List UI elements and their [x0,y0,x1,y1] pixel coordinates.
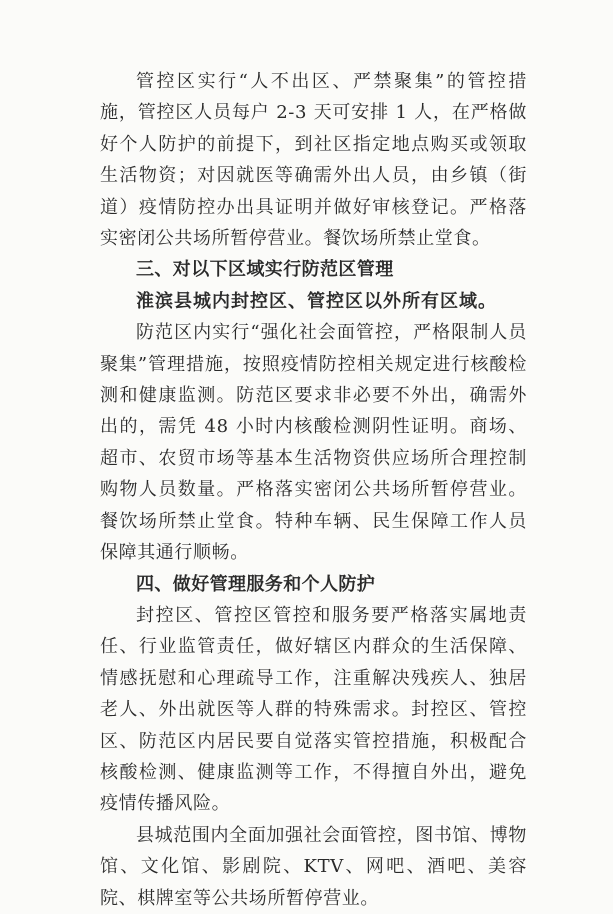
paragraph-public-venues-closure: 县城范围内全面加强社会面管控，图书馆、博物馆、文化馆、影剧院、KTV、网吧、酒吧、美容院、棋牌室等公共场所暂停营业。 [100,824,527,909]
paragraph-control-zone-measures: 管控区实行“人不出区、严禁聚集”的管控措施，管控区人员每户 2-3 天可安排 1 人，在严格做好个人防护的前提下，到社区指定地点购买或领取生活物资；对因就医等确需外出人员，由乡镇（街道）疫情防控办出具证明并做好审核登记。严格落实密闭公共场所暂停营业。餐饮场所禁止堂食。 [100,71,527,250]
paragraph-management-responsibility: 封控区、管控区管控和服务要严格落实属地责任、行业监管责任，做好辖区内群众的生活保障、情感抚慰和心理疏导工作，注重解决残疾人、独居老人、外出就医等人群的特殊需求。封控区、管控区、防范区内居民要自觉落实管控措施，积极配合核酸检测、健康监测等工作，不得擅自外出，避免疫情传播风险。 [100,604,527,815]
section-heading-management-protection: 四、做好管理服务和个人防护 [136,573,376,595]
section-heading-prevention-zone: 三、对以下区域实行防范区管理 [136,259,394,281]
prevention-zone-scope: 淮滨县城内封控区、管控区以外所有区域。 [136,290,497,312]
paragraph-prevention-zone-measures: 防范区内实行“强化社会面管控，严格限制人员聚集”管理措施，按照疫情防控相关规定进行核酸检测和健康监测。防范区要求非必要不外出，确需外出的，需凭 48 小时内核酸检测阴性证明。商场、超市、农贸市场等基本生活物资供应场所合理控制购物人员数量。严格落实密闭公共场所暂停营业。餐饮场所禁止堂食。特种车辆、民生保障工作人员保障其通行顺畅。 [100,322,527,564]
